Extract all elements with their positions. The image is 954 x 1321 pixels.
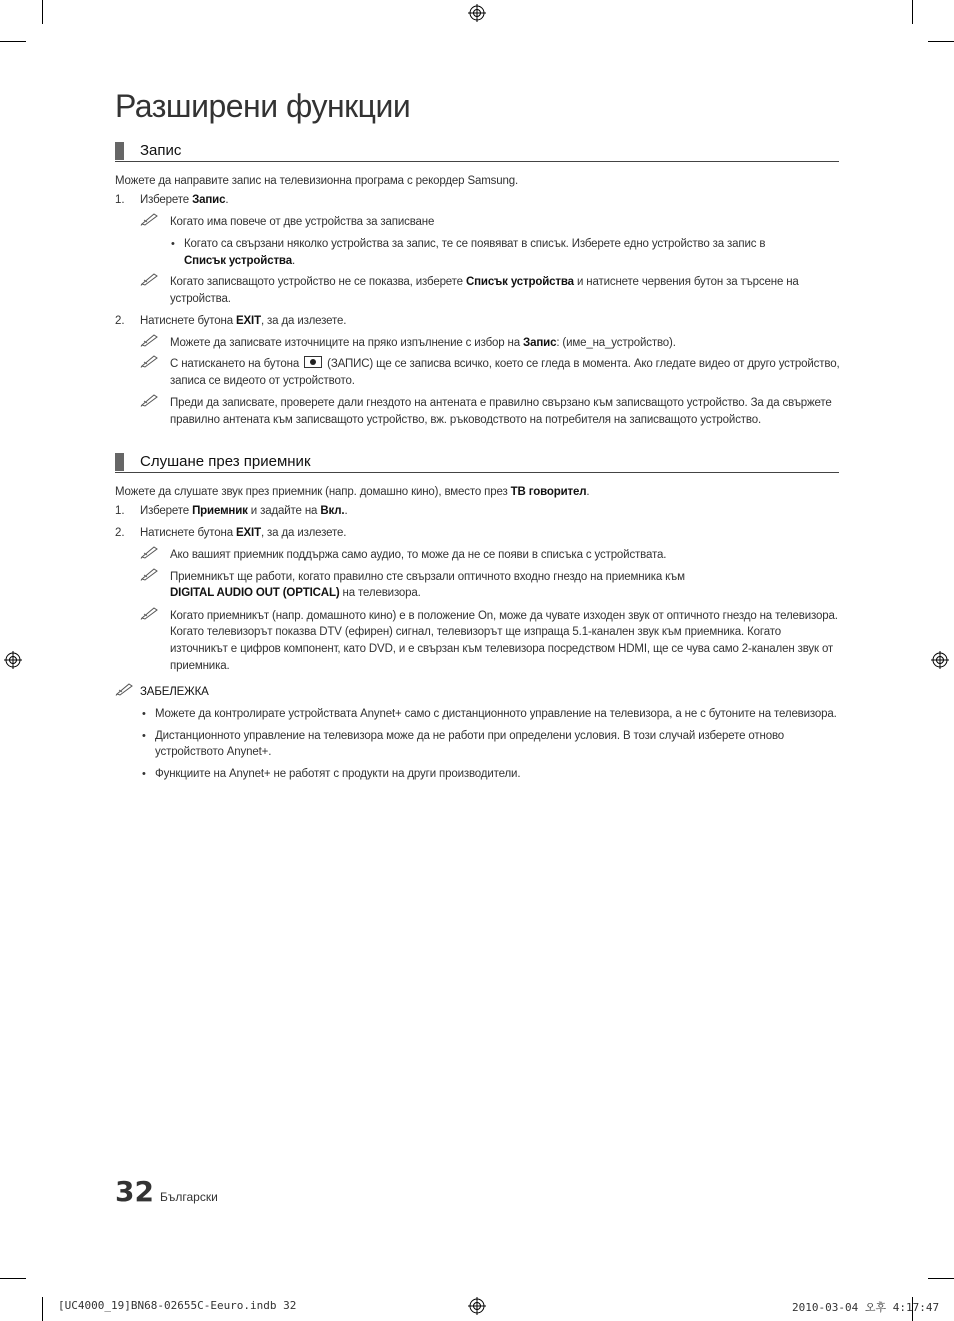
step-number: 2.: [115, 315, 125, 327]
crop-mark: [928, 1278, 954, 1279]
bullet-text: Когато са свързани няколко устройства за запис, те се появяват в списък. Изберете едно устройство за запис в: [184, 238, 766, 250]
note-text: правилно антената към записващото устройство, вж. ръководството на потребителя на записващото устройство.: [170, 414, 762, 426]
bullet-text: Можете да контролирате устройствата Anynet+ само с дистанционното управление на телевизора, а не с бутоните на телевизора.: [155, 708, 837, 720]
note-text: Приемникът ще работи, когато правилно сте свързали оптичното входно гнездо на приемника към: [170, 571, 685, 583]
section-heading-receiver: [115, 451, 839, 473]
registration-mark-icon: [468, 4, 486, 22]
crop-mark: [912, 0, 913, 24]
section-marker: [115, 453, 124, 471]
note-text: приемника.: [170, 660, 230, 672]
note-text: Когато приемникът (напр. домашното кино) е в положение On, може да чувате изходен звук от оптичното гнездо на телевизора.: [170, 610, 838, 622]
pencil-note-icon: [140, 354, 160, 368]
pencil-note-icon: [140, 212, 160, 226]
step-text: Изберете Приемник и задайте на Вкл..: [140, 505, 348, 517]
note-text: Когато телевизорът показва DTV (ефирен) сигнал, телевизорът ще изпраща 5.1-канален звук към приемника. Когато: [170, 626, 781, 638]
bullet-marker: •: [142, 708, 146, 720]
footer-file-info: [UC4000_19]BN68-02655C-Eeuro.indb 32: [58, 1299, 297, 1312]
section-intro: Можете да слушате звук през приемник (напр. домашно кино), вместо през ТВ говорител.: [115, 486, 590, 498]
bullet-text: устройството Anynet+.: [155, 746, 272, 758]
bullet-text: Списък устройства.: [184, 255, 295, 267]
section-heading-text: Запис: [140, 142, 182, 159]
section-intro: Можете да направите запис на телевизионна програма с рекордер Samsung.: [115, 175, 519, 187]
footer-datetime: 2010-03-04 오후 4:17:47: [792, 1301, 940, 1314]
pencil-note-icon: [140, 606, 160, 620]
pencil-note-icon: [140, 333, 160, 347]
note-text: Преди да записвате, проверете дали гнездото на антената е правилно свързано към записващото устройство. За да свържете: [170, 397, 832, 409]
page-language: Български: [160, 1190, 218, 1204]
note-text: Можете да записвате източниците на пряко изпълнение с избор на Запис: (име_на_устройство).: [170, 337, 676, 349]
note-text: Когато има повече от две устройства за записване: [170, 216, 435, 228]
pencil-note-icon: [140, 567, 160, 581]
crop-mark: [42, 0, 43, 24]
bullet-text: Функциите на Anynet+ не работят с продукти на други производители.: [155, 768, 521, 780]
registration-mark-icon: [468, 1297, 486, 1315]
notes-heading: ЗАБЕЛЕЖКА: [140, 686, 209, 698]
note-text: DIGITAL AUDIO OUT (OPTICAL) на телевизора.: [170, 587, 421, 599]
page-number: 32: [115, 1175, 154, 1208]
section-heading-record: [115, 140, 839, 162]
section-heading-text: Слушане през приемник: [140, 453, 311, 470]
record-button-icon: [304, 356, 322, 368]
note-text: Когато записващото устройство не се показва, изберете Списък устройства и натиснете червения бутон за търсене на: [170, 276, 799, 288]
registration-mark-icon: [4, 651, 22, 669]
section-marker: [115, 142, 124, 160]
pencil-note-icon: [140, 272, 160, 286]
crop-mark: [928, 41, 954, 42]
step-text: Изберете Запис.: [140, 194, 229, 206]
registration-mark-icon: [931, 651, 949, 669]
step-text: Натиснете бутона EXIT, за да излезете.: [140, 315, 347, 327]
note-text: устройства.: [170, 293, 231, 305]
pencil-note-icon: [140, 393, 160, 407]
pencil-note-icon: [115, 682, 135, 696]
bullet-text: Дистанционното управление на телевизора може да не работи при определени условия. В този случай изберете отново: [155, 730, 785, 742]
bullet-marker: •: [142, 730, 146, 742]
bullet-marker: •: [171, 238, 175, 250]
note-text: С натискането на бутона (ЗАПИС) ще се записва всичко, което се гледа в момента. Ако гледате видео от друго устройство,: [170, 358, 840, 370]
note-text: източникът е цифров компонент, като DVD, и е свързан към телевизора посредством HDMI, ще се чува само 2-канален звук от: [170, 643, 834, 655]
note-text: Ако вашият приемник поддържа само аудио, то може да не се появи в списъка с устройствата.: [170, 549, 667, 561]
page-title: Разширени функции: [115, 88, 411, 124]
step-number: 1.: [115, 194, 125, 206]
crop-mark: [42, 1297, 43, 1321]
crop-mark: [0, 1278, 26, 1279]
bullet-marker: •: [142, 768, 146, 780]
step-number: 2.: [115, 527, 125, 539]
step-text: Натиснете бутона EXIT, за да излезете.: [140, 527, 347, 539]
note-text: записа се видеото от устройството.: [170, 375, 355, 387]
crop-mark: [0, 41, 26, 42]
pencil-note-icon: [140, 545, 160, 559]
step-number: 1.: [115, 505, 125, 517]
